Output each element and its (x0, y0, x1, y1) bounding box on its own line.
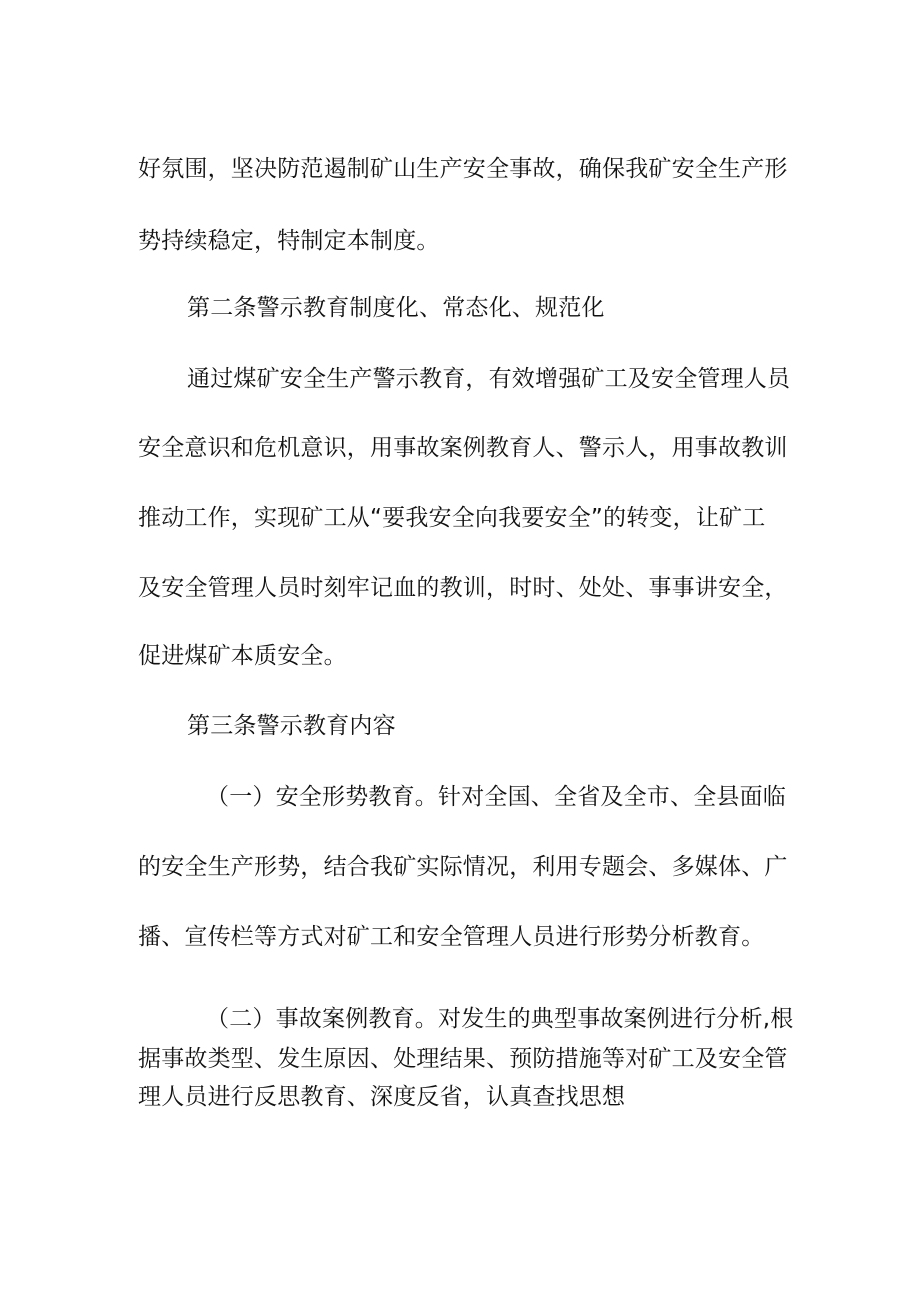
paragraph-line: 的安全生产形势，结合我矿实际情况，利用专题会、多媒体、广 (138, 854, 788, 880)
paragraph-line: 安全意识和危机意识，用事故案例教育人、警示人，用事故教训 (138, 435, 788, 461)
paragraph-line: 理人员进行反思教育、深度反省，认真查找思想 (138, 1084, 626, 1110)
section-heading: 第二条警示教育制度化、常态化、规范化 (187, 295, 605, 321)
paragraph-line: 势持续稳定，特制定本制度。 (138, 228, 440, 254)
paragraph-line: 推动工作，实现矿工从“要我安全向我要安全”的转变，让矿工 (138, 505, 766, 531)
paragraph-line: （二）事故案例教育。对发生的典型事故案例进行分析,根 (206, 1006, 794, 1032)
paragraph-line: 播、宣传栏等方式对矿工和安全管理人员进行形势分析教育。 (138, 924, 765, 950)
paragraph-line: 好氛围，坚决防范遏制矿山生产安全事故，确保我矿安全生产形 (138, 156, 788, 182)
section-heading: 第三条警示教育内容 (187, 713, 396, 739)
paragraph-line: 及安全管理人员时刻牢记血的教训，时时、处处、事事讲安全， (138, 575, 788, 601)
paragraph-line: 据事故类型、发生原因、处理结果、预防措施等对矿工及安全管 (138, 1046, 788, 1072)
paragraph-line: 促进煤矿本质安全。 (138, 643, 347, 669)
paragraph-line: （一）安全形势教育。针对全国、全省及全市、全县面临 (206, 784, 786, 810)
paragraph-line: 通过煤矿安全生产警示教育，有效增强矿工及安全管理人员 (187, 366, 791, 392)
